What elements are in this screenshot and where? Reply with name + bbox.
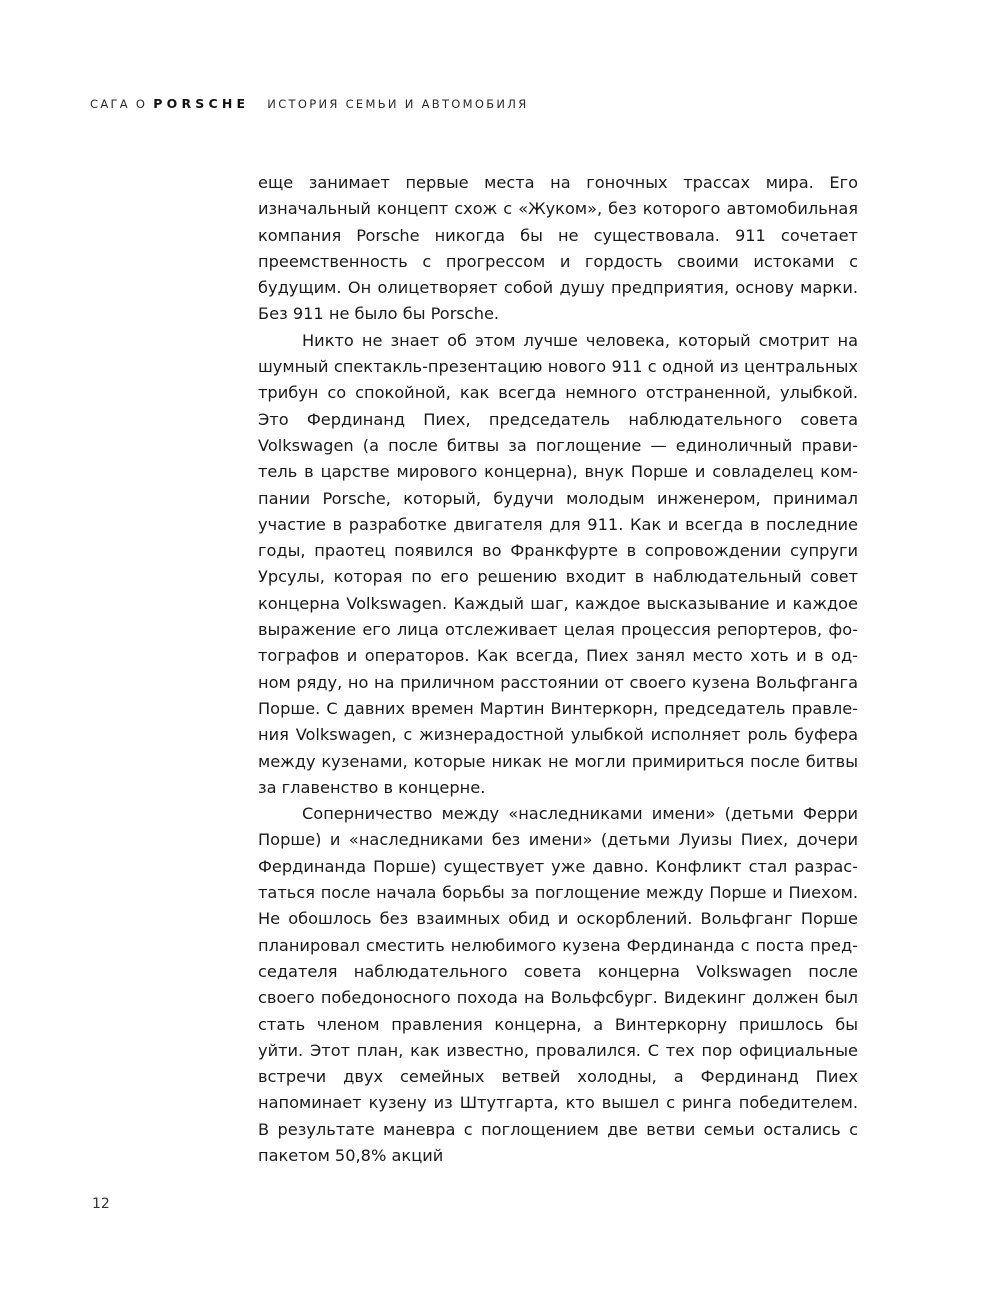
paragraph-continuation: еще занимает первые места на гоночных трассах мира. Его изначальный концепт схож с «Жуком», без которого автомобильная компания Porsche никогда бы не существовала. 911 сочетает преемственность с прогрессом и гордость своими истоками с будущим. Он олицетворяет собой душу предприятия, основу марки. Без 911 не было бы Porsche. <box>258 173 858 324</box>
series-prefix: САГА О <box>90 96 148 111</box>
paragraph: Соперничество между «наследниками имени» (детьми Ферри Порше) и «наследниками без имени» (детьми Луизы Пиех, дочери Фердинанда Порше) существует уже давно. Конфликт стал разрастаться после начала борьбы за поглощение между Порше и Пиехом. Не обошлось без взаимных обид и оскорблений. Вольфганг Порше планировал сместить нелюбимого кузена Фердинанда с поста председателя наблюдательного совета концерна Volkswagen после своего победоносного похода на Вольфсбург. Видекинг должен был стать членом правления концерна, а Винтеркорну пришлось бы уйти. Этот план, как известно, провалился. С тех пор официальные встречи двух семейных ветвей холодны, а Фердинанд Пиех напоминает кузену из Штутгарта, кто вышел с ринга победителем. В результате маневра с поглощением две ветви семьи остались с пакетом 50,8% акций <box>258 804 858 1165</box>
body-text <box>258 170 858 1169</box>
page-number: 12 <box>92 1196 110 1212</box>
running-head <box>90 96 529 111</box>
brand-wordmark: PORSCHE <box>153 96 250 111</box>
paragraph: Никто не знает об этом лучше человека, который смотрит на шумный спектакль-презентацию нового 911 с одной из центральных трибун со спокойной, как всегда немного отстраненной, улыбкой. Это Фердинанд Пиех, председатель наблюдательного совета Volkswagen (а после битвы за поглощение — единоличный правитель в царстве мирового концерна), внук Порше и совладелец компании Porsche, который, будучи молодым инженером, принимал участие в разработке двигателя для 911. Как и всегда в последние годы, праотец появился во Франкфурте в сопровождении супруги Урсулы, которая по его решению входит в наблюдательный совет концерна Volkswagen. Каждый шаг, каждое высказывание и каждое выражение его лица отслеживает целая процессия репортеров, фотографов и операторов. Как всегда, Пиех занял место хоть и в одном ряду, но на приличном расстоянии от своего кузена Вольфганга Порше. С давних времен Мартин Винтеркорн, председатель правления Volkswagen, с жизнерадостной улыбкой исполняет роль буфера между кузенами, которые никак не могли примириться после битвы за главенство в концерне. <box>258 330 858 797</box>
book-subtitle: ИСТОРИЯ СЕМЬИ И АВТОМОБИЛЯ <box>267 96 529 111</box>
